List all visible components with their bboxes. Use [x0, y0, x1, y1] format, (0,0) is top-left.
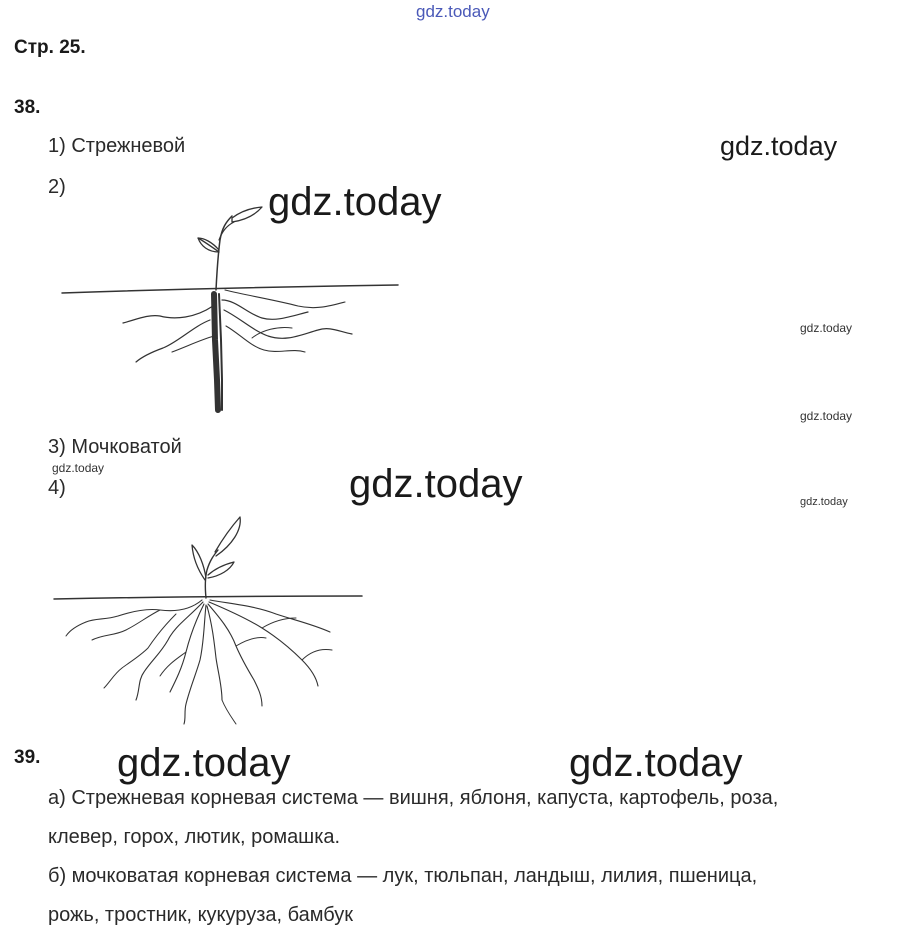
task-39-a-line-1: а) Стрежневая корневая система — вишня, яблоня, капуста, картофель, роза,: [48, 787, 779, 809]
task-38-item-4: 4): [48, 477, 66, 499]
watermark-large-3: gdz.today: [117, 741, 291, 785]
watermark-large-4: gdz.today: [569, 741, 743, 785]
task-39-number: 39.: [14, 747, 41, 768]
task-39-b-line-1: б) мочковатая корневая система — лук, тюльпан, ландыш, лилия, пшеница,: [48, 865, 758, 887]
task-39-b-line-2: рожь, тростник, кукуруза, бамбук: [48, 904, 354, 926]
task-38-item-1: 1) Стрежневой: [48, 135, 186, 157]
page-label: Стр. 25.: [14, 37, 86, 58]
task-38-number: 38.: [14, 97, 41, 118]
watermark-small-1: gdz.today: [800, 321, 853, 335]
watermark-large-1: gdz.today: [268, 180, 442, 224]
watermark-large-2: gdz.today: [349, 462, 523, 506]
task-39-answer: [48, 779, 906, 935]
watermark-top: gdz.today: [416, 2, 490, 21]
watermark-small-4: gdz.today: [800, 496, 848, 508]
watermark-small-3: gdz.today: [52, 461, 105, 475]
task-39-a-line-2: клевер, горох, лютик, ромашка.: [48, 826, 341, 848]
task-38-item-2: 2): [48, 176, 66, 198]
watermark-right: gdz.today: [720, 131, 838, 161]
watermark-small-2: gdz.today: [800, 409, 853, 423]
task-38-item-3: 3) Мочковатой: [48, 436, 182, 458]
